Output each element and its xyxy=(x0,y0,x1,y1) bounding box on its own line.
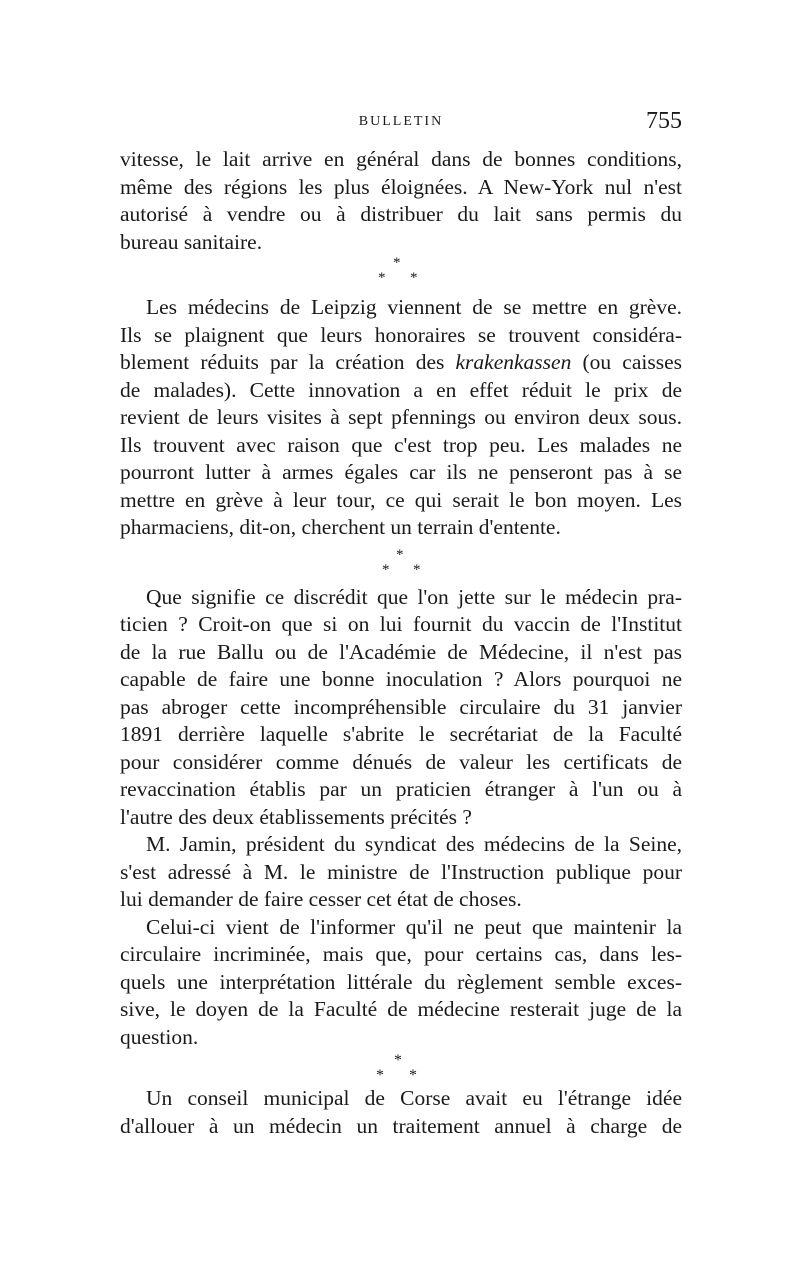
text-line: Un conseil municipal de Corse avait eu l'étrange idée xyxy=(146,1086,682,1110)
text-line: sive, le doyen de la Faculté de médecine resterait juge de la xyxy=(120,997,682,1021)
text-line: question. xyxy=(120,1024,199,1049)
asterisk: * xyxy=(410,270,418,286)
paragraph-1 xyxy=(120,146,682,256)
text-line: pourront lutter à armes égales car ils ne penseront pas à se xyxy=(120,460,682,484)
text-line: blement réduits par la création des krakenkassen (ou caisses xyxy=(120,350,682,374)
text-line: M. Jamin, président du syndicat des médecins de la Seine, xyxy=(146,832,682,856)
text-line: lui demander de faire cesser cet état de choses. xyxy=(120,887,522,911)
running-head: BULLETIN xyxy=(358,114,444,129)
text-line: circulaire incriminée, mais que, pour certains cas, dans les- xyxy=(120,942,682,966)
text-line: Ils se plaignent que leurs honoraires se trouvent considéra- xyxy=(120,322,682,347)
text-line: de la rue Ballu ou de l'Académie de Médecine, il n'est pas xyxy=(120,639,682,664)
section-separator xyxy=(120,542,682,584)
text-line: l'autre des deux établissements précités ? xyxy=(120,804,472,829)
text-line: d'allouer à un médecin un traitement annuel à charge de xyxy=(120,1113,682,1138)
section-separator xyxy=(120,1051,682,1085)
page-header xyxy=(120,108,682,138)
asterisk: * xyxy=(413,561,421,578)
body-text xyxy=(120,146,682,1140)
text-line: pour considérer comme dénués de valeur les certificats de xyxy=(120,749,682,774)
asterisk: * xyxy=(409,1067,417,1084)
text-line: quels une interprétation littérale du règlement semble exces- xyxy=(120,969,682,994)
paragraph-2 xyxy=(120,294,682,542)
asterisk: * xyxy=(376,1067,384,1084)
text-line: pharmaciens, dit-on, cherchent un terrain d'entente. xyxy=(120,515,561,539)
text-line: revient de leurs visites à sept pfennings ou environ deux sous. xyxy=(120,405,682,429)
text-line: Celui-ci vient de l'informer qu'il ne peut que maintenir la xyxy=(146,914,682,939)
text-line: même des régions les plus éloignées. A New-York nul n'est xyxy=(120,174,682,199)
asterisk: * xyxy=(382,561,390,578)
section-separator xyxy=(120,256,682,294)
text-line: s'est adressé à M. le ministre de l'Instruction publique pour xyxy=(120,859,682,884)
text-line: autorisé à vendre ou à distribuer du lait sans permis du xyxy=(120,202,682,226)
paragraph-3 xyxy=(120,584,682,832)
asterisk: * xyxy=(396,546,404,563)
asterisk: * xyxy=(394,1052,402,1069)
text-line: 1891 derrière laquelle s'abrite le secrétariat de la Faculté xyxy=(120,722,682,746)
text-line: capable de faire une bonne inoculation ? Alors pourquoi ne xyxy=(120,667,682,691)
text-line: vitesse, le lait arrive en général dans de bonnes conditions, xyxy=(120,147,682,171)
text-line: de malades). Cette innovation a en effet réduit le prix de xyxy=(120,377,682,402)
asterisk: * xyxy=(378,270,386,286)
text-line: Que signifie ce discrédit que l'on jette sur le médecin pra- xyxy=(146,584,682,609)
page-number: 755 xyxy=(646,108,682,134)
text-line: Les médecins de Leipzig viennent de se mettre en grève. xyxy=(146,295,682,319)
text-line: pas abroger cette incompréhensible circulaire du 31 janvier xyxy=(120,694,682,719)
asterisk: * xyxy=(393,255,401,271)
text-line: Ils trouvent avec raison que c'est trop peu. Les malades ne xyxy=(120,432,682,457)
paragraph-5 xyxy=(120,914,682,1052)
text-line: ticien ? Croit-on que si on lui fournit du vaccin de l'Institut xyxy=(120,612,682,636)
text-line: revaccination établis par un praticien étranger à l'un ou à xyxy=(120,777,682,801)
paragraph-6 xyxy=(120,1085,682,1140)
text-line: bureau sanitaire. xyxy=(120,229,263,254)
paragraph-4 xyxy=(120,831,682,914)
text-line: mettre en grève à leur tour, ce qui serait le bon moyen. Les xyxy=(120,487,682,512)
